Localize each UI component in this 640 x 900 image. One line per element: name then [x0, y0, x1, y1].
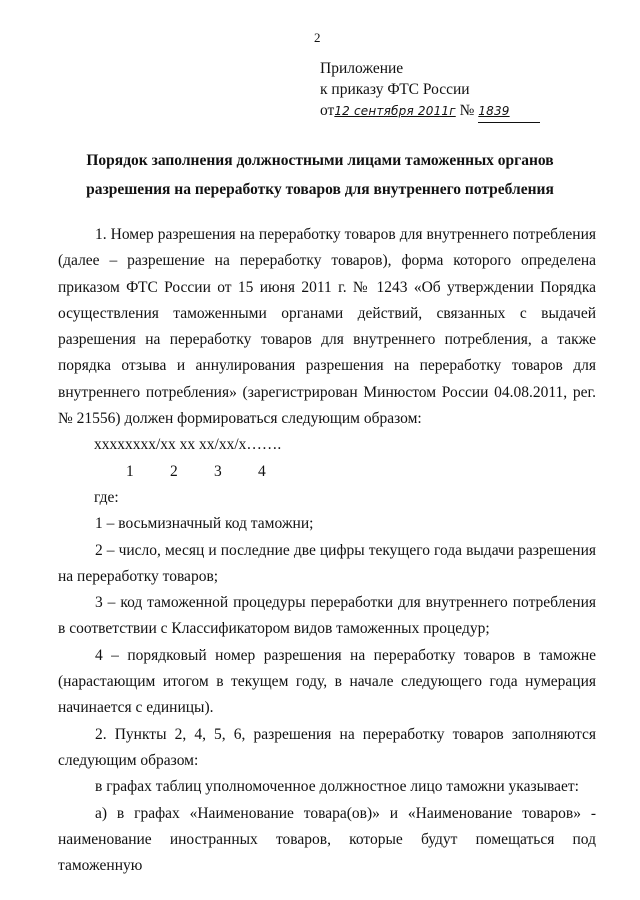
- list-item-4: 4 – порядковый номер разрешения на переработку товаров в таможне (нарастающим итогом в текущем году, в начале следующего года нумерация начинается с единицы).: [58, 646, 596, 717]
- digit-3: 3: [214, 462, 222, 480]
- paragraph-2: 2. Пункты 2, 4, 5, 6, разрешения на переработку товаров заполняются следующим образом:: [58, 725, 596, 769]
- title-line-1: Порядок заполнения должностными лицами таможенных органов: [86, 152, 554, 169]
- document-title: [0, 146, 640, 204]
- where-label: где:: [94, 488, 119, 506]
- digit-2: 2: [170, 462, 178, 480]
- handwritten-number: 1839: [478, 104, 510, 118]
- paragraph-3: в графах таблиц уполномоченное должностное лицо таможни указывает:: [95, 778, 579, 796]
- title-line-2: разрешения на переработку товаров для внутреннего потребления: [86, 181, 554, 198]
- number-prefix: №: [459, 102, 475, 119]
- page-number: 2: [314, 30, 321, 45]
- digit-1: 1: [126, 462, 134, 480]
- appendix-order-reference: к приказу ФТС России: [320, 81, 470, 98]
- appendix-title: Приложение: [320, 60, 404, 77]
- paragraph-1: 1. Номер разрешения на переработку товаров для внутреннего потребления (далее – разрешение на переработку товаров), форма которого определена приказом ФТС России от 15 июня 2011 г. № 1243 «Об утверждении Порядка осуществления таможенными органами действий, связанных с выдачей разрешения на переработку товаров для внутреннего потребления, а также порядка отзыва и аннулирования разрешения на переработку товаров для внутреннего потребления» (зарегистрирован Минюстом России 04.08.2011, рег. № 21556) должен формироваться следующим образом:: [58, 226, 596, 428]
- digit-4: 4: [258, 462, 266, 480]
- list-item-2: 2 – число, месяц и последние две цифры текущего года выдачи разрешения на переработку товаров;: [58, 541, 596, 585]
- appendix-header: [320, 58, 540, 123]
- date-prefix: от: [320, 102, 335, 119]
- appendix-date-number-line: [320, 100, 540, 123]
- number-pattern: хххххххх/хх хх хх/хх/х…….: [94, 436, 282, 454]
- list-item-1: 1 – восьмизначный код таможни;: [95, 515, 314, 533]
- pattern-position-digits: [126, 459, 596, 485]
- document-body: [58, 222, 596, 879]
- paragraph-4: а) в графах «Наименование товара(ов)» и «Наименование товаров» - наименование иностранных товаров, которые будут помещаться под таможенную: [58, 804, 596, 875]
- list-item-3: 3 – код таможенной процедуры переработки для внутреннего потребления в соответствии с Классификатором видов таможенных процедур;: [58, 594, 596, 638]
- handwritten-date: 12 сентября 2011г: [334, 104, 456, 118]
